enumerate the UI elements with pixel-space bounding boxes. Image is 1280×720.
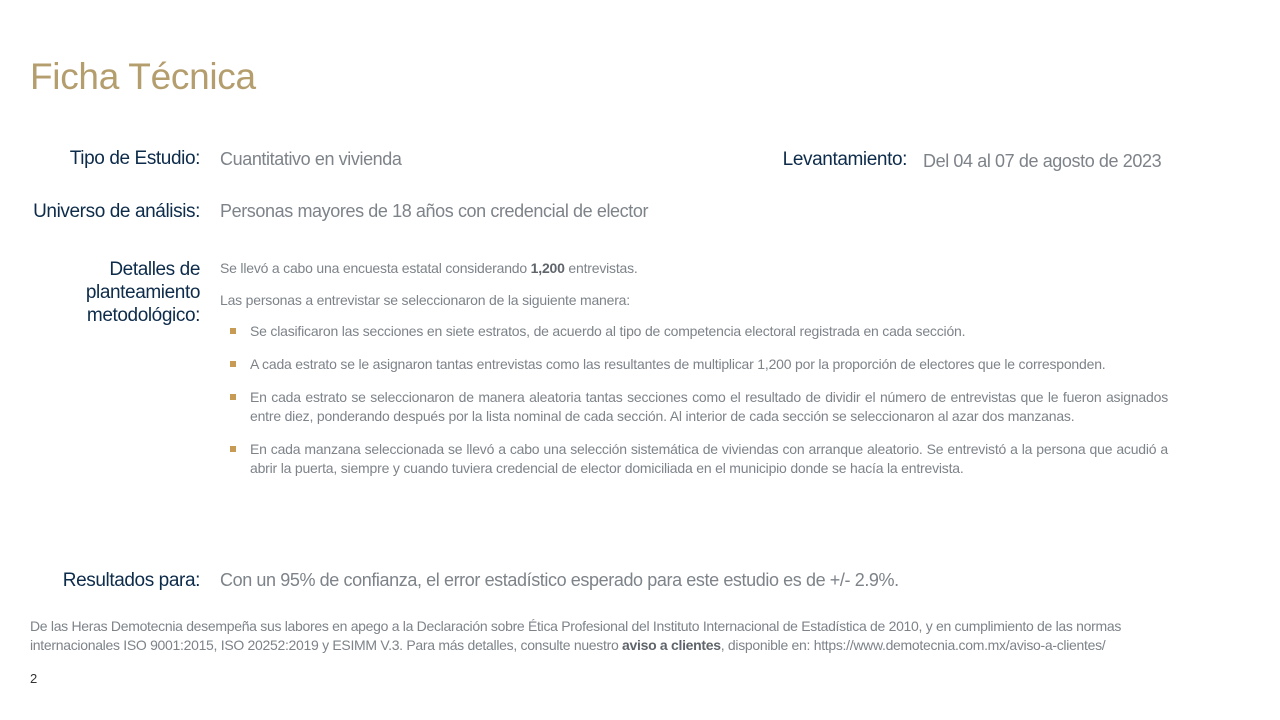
intro-paragraph bbox=[220, 259, 638, 277]
aviso-clientes-link[interactable]: aviso a clientes bbox=[622, 637, 721, 653]
levantamiento-value: Del 04 al 07 de agosto de 2023 bbox=[923, 151, 1162, 171]
detalles-label-line-2: planteamiento bbox=[85, 282, 200, 303]
levantamiento-label: Levantamiento: bbox=[782, 149, 907, 170]
list-item-text: A cada estrato se le asignaron tantas entrevistas como las resultantes de multiplicar 1,200 por la proporción de electores que le corresponden. bbox=[250, 356, 1106, 372]
intro-text: Se llevó a cabo una encuesta estatal considerando bbox=[220, 260, 531, 276]
detalles-label-line-1: Detalles de bbox=[109, 259, 200, 280]
footer-text: De las Heras Demotecnia desempeña sus labores en apego a la Declaración sobre Ética Profesional del Instituto Internacional de Estadística de 2010, y en cumplimiento de las normas internacionales ISO 9001:2015, ISO 20252:2019 y ESIMM V.3. Para más detalles, consulte nuestro bbox=[30, 618, 1122, 653]
footer-note bbox=[30, 617, 1200, 655]
universo-label: Universo de análisis: bbox=[33, 201, 200, 222]
detalles-label bbox=[20, 258, 200, 327]
selection-paragraph: Las personas a entrevistar se seleccionaron de la siguiente manera: bbox=[220, 292, 630, 308]
square-bullet-icon bbox=[230, 394, 236, 400]
page-number: 2 bbox=[30, 671, 38, 686]
square-bullet-icon bbox=[230, 446, 236, 452]
list-item-text: Se clasificaron las secciones en siete estratos, de acuerdo al tipo de competencia electoral registrada en cada sección. bbox=[250, 323, 966, 339]
list-item bbox=[230, 440, 1168, 478]
detalles-label-line-3: metodológico: bbox=[86, 305, 200, 326]
square-bullet-icon bbox=[230, 361, 236, 367]
page-title: Ficha Técnica bbox=[30, 56, 256, 97]
universo-value: Personas mayores de 18 años con credencial de elector bbox=[220, 201, 649, 221]
tipo-estudio-label: Tipo de Estudio: bbox=[69, 148, 200, 169]
list-item bbox=[230, 355, 1168, 374]
resultados-value: Con un 95% de confianza, el error estadístico esperado para este estudio es de +/- 2.9%. bbox=[220, 570, 899, 590]
list-item bbox=[230, 322, 1168, 341]
list-item bbox=[230, 388, 1168, 426]
list-item-text: En cada estrato se seleccionaron de manera aleatoria tantas secciones como el resultado de dividir el número de entrevistas que le fueron asignados entre diez, ponderando después por la lista nominal de cada sección. Al interior de cada sección se seleccionaron al azar dos manzanas. bbox=[250, 389, 1168, 424]
resultados-label: Resultados para: bbox=[62, 570, 200, 591]
list-item-text: En cada manzana seleccionada se llevó a cabo una selección sistemática de viviendas con arranque aleatorio. Se entrevistó a la persona que acudió a abrir la puerta, siempre y cuando tuviera credencial de elector domiciliada en el municipio donde se hacía la entrevista. bbox=[250, 441, 1168, 476]
footer-text-end: , disponible en: https://www.demotecnia.com.mx/aviso-a-clientes/ bbox=[720, 637, 1106, 653]
interview-count: 1,200 bbox=[530, 260, 565, 276]
methodology-list bbox=[230, 322, 1168, 492]
intro-text-end: entrevistas. bbox=[564, 260, 638, 276]
square-bullet-icon bbox=[230, 328, 236, 334]
tipo-estudio-value: Cuantitativo en vivienda bbox=[220, 149, 402, 169]
